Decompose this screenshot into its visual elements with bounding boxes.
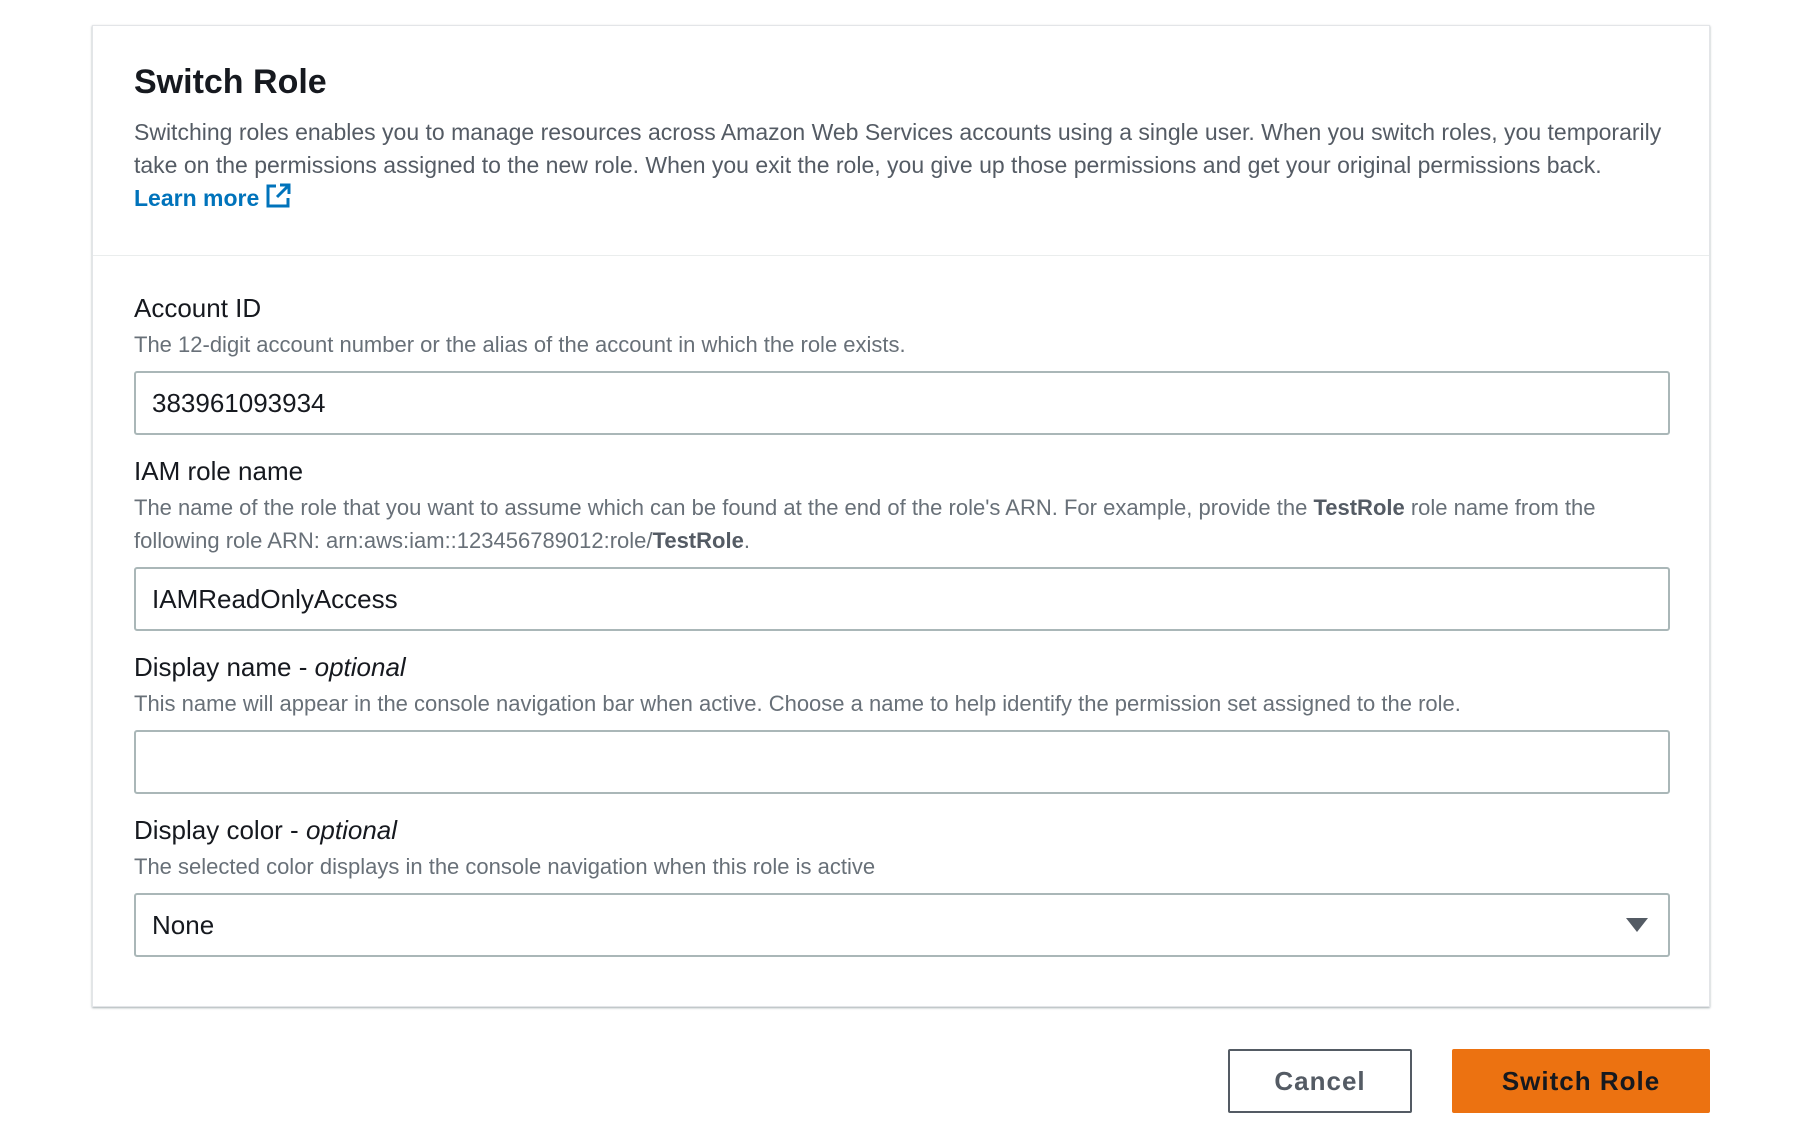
role-name-desc-mid: role name from the following role ARN: arn:aws:iam::123456789012:role/ [134, 495, 1596, 553]
switch-role-button[interactable]: Switch Role [1452, 1049, 1710, 1113]
caret-down-icon [1626, 918, 1648, 932]
switch-role-panel [92, 25, 1710, 1007]
display-name-description: This name will appear in the console navigation bar when active. Choose a name to help identify the permission set assigned to the role. [134, 691, 1461, 716]
display-color-optional: optional [305, 815, 398, 845]
account-id-description: The 12-digit account number or the alias of the account in which the role exists. [134, 332, 906, 357]
role-name-example-arn: TestRole [652, 528, 744, 553]
role-name-desc-pre: The name of the role that you want to assume which can be found at the end of the role's ARN. For example, provide the [134, 495, 1308, 520]
account-id-label: Account ID [134, 293, 262, 323]
external-link-icon [265, 183, 291, 218]
display-name-label [134, 651, 1669, 683]
intro-description: Switching roles enables you to manage resources across Amazon Web Services accounts using a single user. When you switch roles, you temporarily take on the permissions assigned to the new role. When you exit the role, you give up those permissions and get your original permissions back. [134, 119, 1662, 178]
page-title: Switch Role [134, 63, 327, 101]
role-name-label: IAM role name [134, 456, 304, 486]
account-id-input[interactable] [134, 371, 1670, 435]
role-name-desc-post: . [743, 528, 750, 553]
intro-text [134, 116, 1669, 218]
role-name-input[interactable] [134, 567, 1670, 631]
display-name-label-text: Display name - [134, 652, 315, 682]
panel-body [93, 256, 1709, 957]
display-color-field [134, 814, 1669, 957]
display-name-field [134, 651, 1669, 794]
role-name-description [134, 491, 1669, 557]
display-name-input[interactable] [134, 730, 1670, 794]
panel-header [93, 26, 1709, 256]
account-id-field [134, 292, 1669, 435]
cancel-button[interactable]: Cancel [1228, 1049, 1412, 1113]
display-color-select[interactable] [134, 893, 1670, 957]
display-color-label [134, 814, 1669, 846]
role-name-field [134, 455, 1669, 631]
display-name-optional: optional [314, 652, 406, 682]
display-color-label-text: Display color - [134, 815, 306, 845]
display-color-description: The selected color displays in the console navigation when this role is active [134, 854, 876, 879]
display-color-selected: None [152, 910, 215, 940]
form-actions [1228, 1049, 1710, 1113]
role-name-example: TestRole [1313, 495, 1405, 520]
learn-more-link[interactable] [134, 185, 291, 211]
learn-more-label: Learn more [134, 185, 260, 211]
